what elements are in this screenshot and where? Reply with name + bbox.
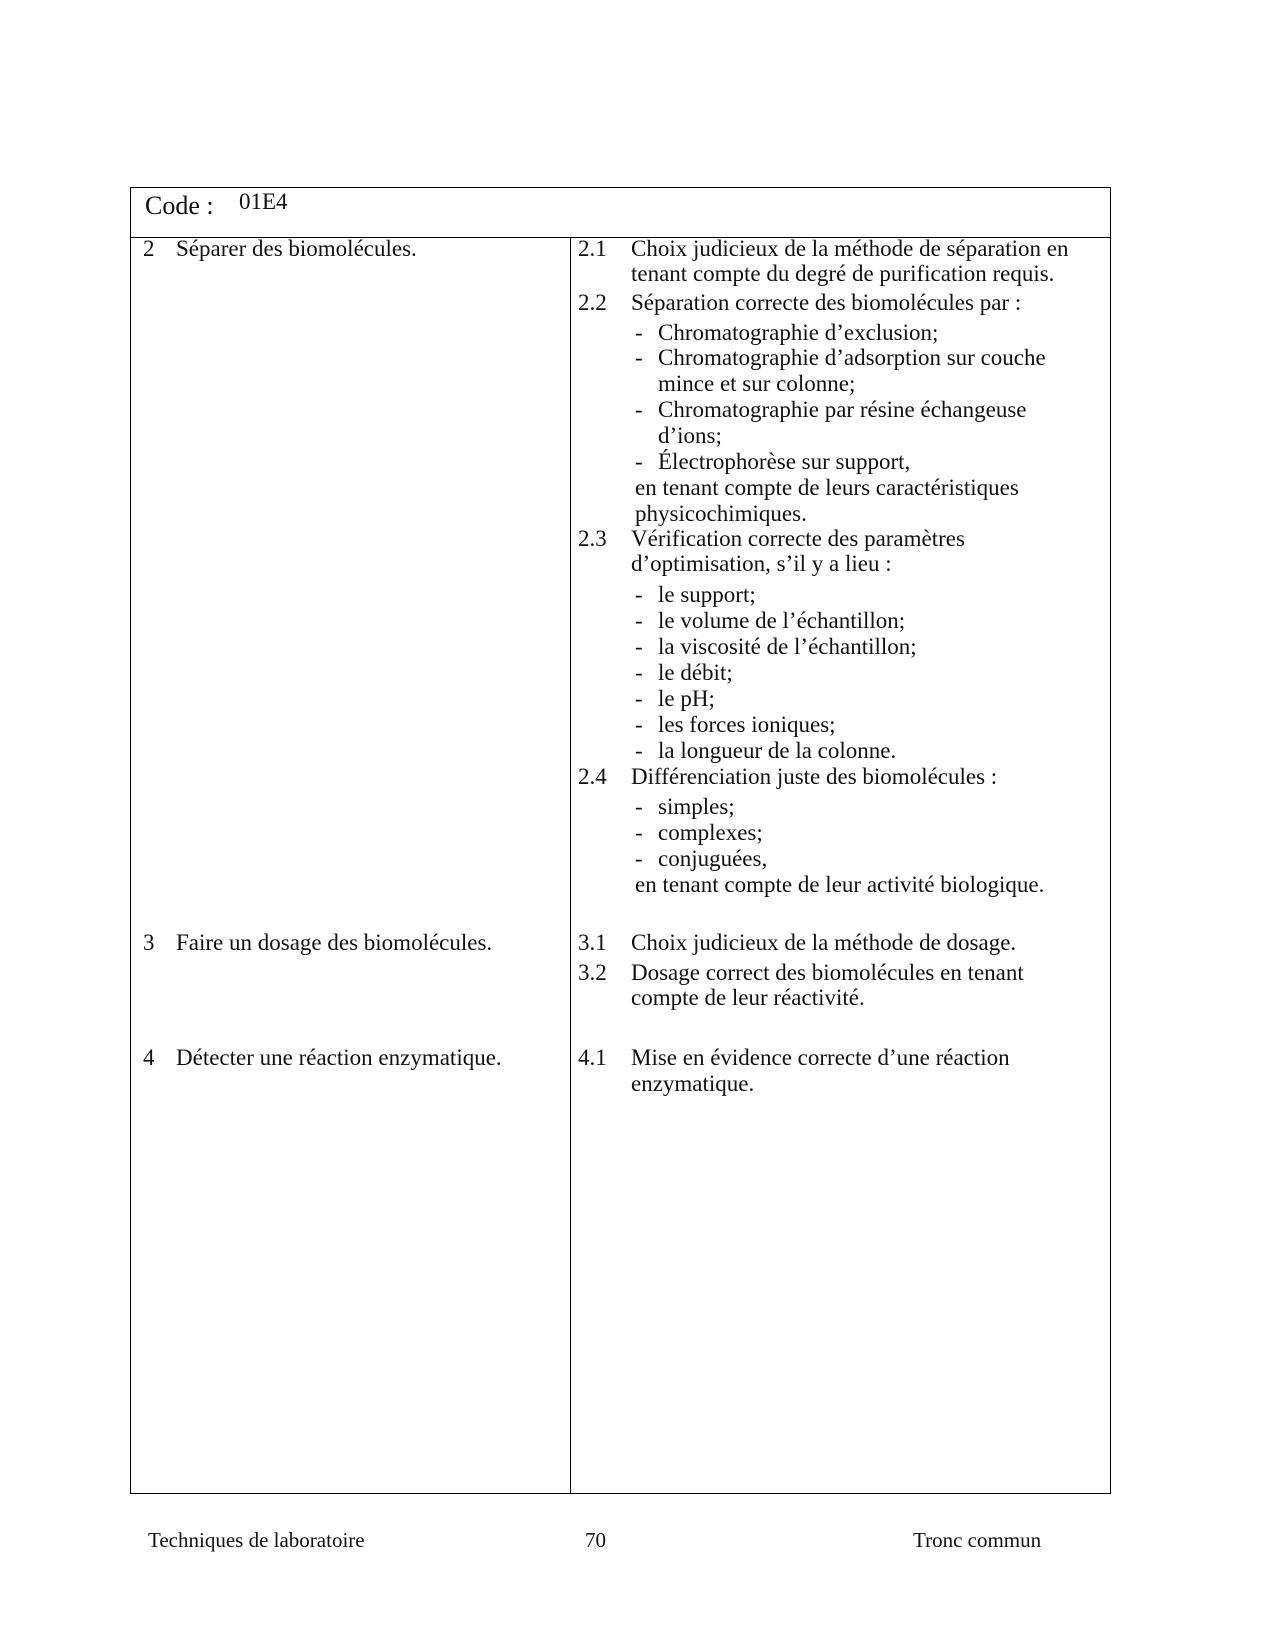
element-text: Faire un dosage des biomolécules. (176, 930, 493, 955)
criterion-number: 2.2 (578, 290, 607, 315)
element-number: 2 (143, 236, 155, 261)
element-number: 4 (143, 1045, 155, 1070)
bullet-text: la viscosité de l’échantillon; (658, 634, 917, 659)
criterion-number: 3.1 (578, 930, 607, 955)
bullet-dash: - (635, 582, 643, 607)
criterion-trailer: en tenant compte de leurs caractéristiques (635, 475, 1019, 500)
criterion-line: Différenciation juste des biomolécules : (631, 764, 998, 789)
bullet-dash: - (635, 320, 643, 345)
criterion-line: d’optimisation, s’il y a lieu : (631, 551, 892, 576)
criterion-line: Mise en évidence correcte d’une réaction (631, 1045, 1010, 1070)
bullet-text: le pH; (658, 686, 715, 711)
criterion-line: tenant compte du degré de purification requis. (631, 261, 1055, 286)
bullet-text: le débit; (658, 660, 733, 685)
criterion-number: 3.2 (578, 960, 607, 985)
bullet-dash: - (635, 634, 643, 659)
bullet-text: conjuguées, (658, 846, 768, 871)
bullet-text: complexes; (658, 820, 763, 845)
column-divider (570, 237, 571, 1493)
criterion-line: Séparation correcte des biomolécules par : (631, 290, 1022, 315)
element-number: 3 (143, 930, 155, 955)
bullet-text: mince et sur colonne; (658, 371, 856, 396)
bullet-dash: - (635, 449, 643, 474)
bullet-dash: - (635, 712, 643, 737)
competency-table (130, 187, 1111, 1494)
bullet-dash: - (635, 794, 643, 819)
footer-program: Techniques de laboratoire (148, 1528, 365, 1552)
criterion-line: enzymatique. (631, 1071, 755, 1096)
criterion-number: 4.1 (578, 1045, 607, 1070)
code-label: Code : (145, 191, 214, 220)
criterion-line: Choix judicieux de la méthode de séparation en (631, 236, 1069, 261)
criterion-number: 2.3 (578, 526, 607, 551)
bullet-dash: - (635, 660, 643, 685)
footer-section: Tronc commun (913, 1528, 1042, 1552)
criterion-number: 2.1 (578, 236, 607, 261)
bullet-text: Chromatographie d’adsorption sur couche (658, 345, 1046, 370)
bullet-dash: - (635, 686, 643, 711)
bullet-text: d’ions; (658, 423, 722, 448)
criterion-trailer: en tenant compte de leur activité biologique. (635, 872, 1045, 897)
bullet-text: Électrophorèse sur support, (658, 449, 911, 474)
criterion-trailer: physicochimiques. (635, 501, 807, 526)
code-row (131, 188, 1110, 238)
criterion-line: Choix judicieux de la méthode de dosage. (631, 930, 1017, 955)
criterion-line: Dosage correct des biomolécules en tenant (631, 960, 1024, 985)
element-text: Détecter une réaction enzymatique. (176, 1045, 502, 1070)
criterion-number: 2.4 (578, 764, 607, 789)
bullet-text: Chromatographie d’exclusion; (658, 320, 939, 345)
page-number: 70 (585, 1528, 606, 1552)
criterion-line: compte de leur réactivité. (631, 985, 865, 1010)
bullet-dash: - (635, 608, 643, 633)
bullet-text: la longueur de la colonne. (658, 738, 897, 763)
bullet-text: le volume de l’échantillon; (658, 608, 906, 633)
bullet-dash: - (635, 820, 643, 845)
bullet-text: simples; (658, 794, 735, 819)
bullet-text: les forces ioniques; (658, 712, 836, 737)
criterion-line: Vérification correcte des paramètres (631, 526, 965, 551)
bullet-dash: - (635, 345, 643, 370)
code-value: 01E4 (239, 189, 288, 214)
bullet-dash: - (635, 846, 643, 871)
bullet-dash: - (635, 397, 643, 422)
bullet-text: Chromatographie par résine échangeuse (658, 397, 1027, 422)
element-text: Séparer des biomolécules. (176, 236, 417, 261)
bullet-text: le support; (658, 582, 756, 607)
bullet-dash: - (635, 738, 643, 763)
